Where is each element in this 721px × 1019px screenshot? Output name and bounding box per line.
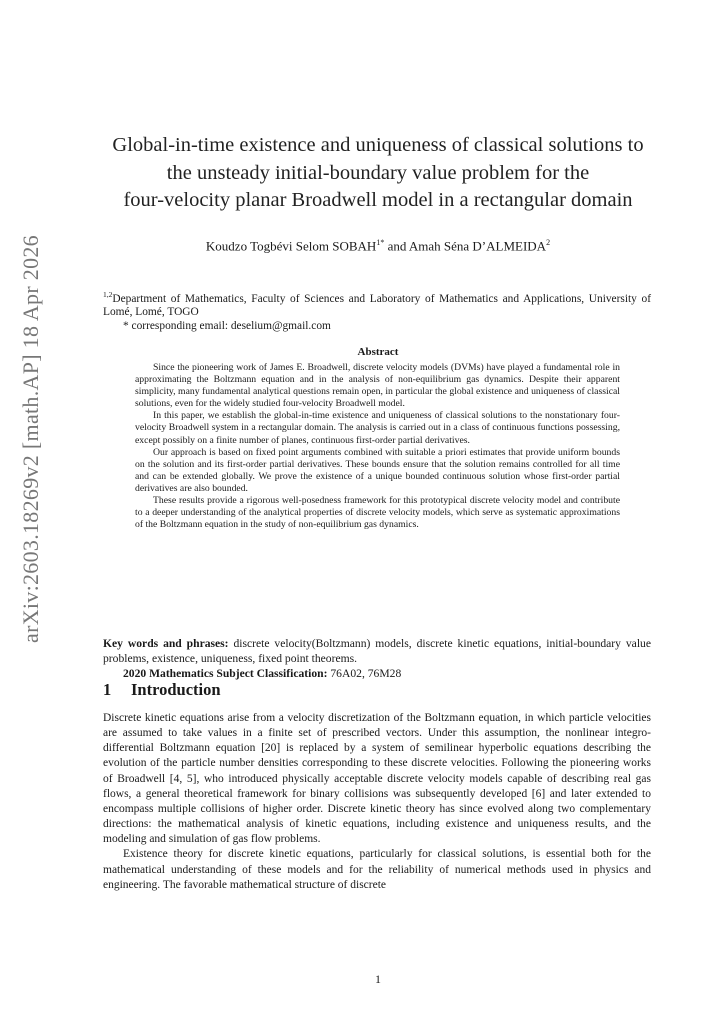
title-line: Global-in-time existence and uniqueness of classical solutions to xyxy=(112,134,644,156)
abstract-paragraph: These results provide a rigorous well-posedness framework for this prototypical discrete velocity model and contribute to a deeper understanding of the analytical properties of discrete velocity models, which serve as systematic approximations of the Boltzmann equation in the study of non-equilibrium gas dynamics. xyxy=(135,495,620,531)
author-name: Koudzo Togbévi Selom SOBAH xyxy=(205,238,377,254)
msc-line xyxy=(103,666,651,681)
corresponding-email: * corresponding email: deselium@gmail.com xyxy=(123,319,331,332)
author-joiner: and xyxy=(384,238,409,254)
abstract-paragraph: Since the pioneering work of James E. Broadwell, discrete velocity models (DVMs) have played a fundamental role in approximating the Boltzmann equation and in the analysis of non-equilibrium gas dynamics. Despite their apparent simplicity, many fundamental analytical questions remain open, in particular the global existence and uniqueness of classical solutions, even for the widely studied four-velocity Broadwell model. xyxy=(135,362,620,410)
section-number: 1 xyxy=(103,680,112,699)
author-name: Amah Séna D’ALMEIDA xyxy=(408,238,547,254)
intro-paragraph: Discrete kinetic equations arise from a velocity discretization of the Boltzmann equation, in which particle velocities are assumed to take values in a finite set of prescribed vectors. Under this assumption, the nonlinear integro-differential Boltzmann equation [20] is replaced by a system of semilinear hyperbolic equations describing the evolution of the particle number densities corresponding to these discrete velocities. Following the pioneering works of Broadwell [4, 5], who introduced physically acceptable discrete velocity models capable of describing real gas flows, a general theoretical framework for binary collisions was subsequently developed [6] and later extended to encompass multiple collisions of higher order. Discrete kinetic theory has since evolved along two complementary directions: the mathematical analysis of kinetic equations, including existence and uniqueness results, and the modeling and simulation of gas flow problems. xyxy=(103,712,651,846)
arxiv-identifier-stamp: arXiv:2603.18269v2 [math.AP] 18 Apr 2026 xyxy=(18,235,43,643)
keywords-label: Key words and phrases: xyxy=(103,637,229,650)
keywords-text: discrete velocity(Boltzmann) models, discrete kinetic equations, initial-boundary value problems, existence, uniqueness, fixed point theorems. xyxy=(103,637,651,665)
abstract-paragraph: In this paper, we establish the global-in-time existence and uniqueness of classical solutions to the nonstationary four-velocity Broadwell system in a rectangular domain. The analysis is carried out in a class of continuous functions possessing, except possibly on a finite number of planes, continuous first-order partial derivatives. xyxy=(135,410,620,446)
author-superscript: 2 xyxy=(546,238,551,247)
abstract-paragraph: Our approach is based on fixed point arguments combined with suitable a priori estimates that provide uniform bounds on the solution and its first-order partial derivatives. These bounds ensure that the solution remains controlled for all time and can be extended globally. We prove the existence of a unique bounded continuous solution whose first-order partial derivatives are also bounded. xyxy=(135,446,620,494)
author-list xyxy=(90,235,666,254)
keywords-block xyxy=(103,636,651,681)
paper-title xyxy=(90,132,666,215)
abstract-body xyxy=(135,362,620,531)
msc-label: 2020 Mathematics Subject Classification: xyxy=(123,667,328,680)
affiliation-text: Department of Mathematics, Faculty of Sciences and Laboratory of Mathematics and Applications, University of Lomé, Lomé, TOGO xyxy=(103,292,651,319)
section-title: Introduction xyxy=(131,680,221,699)
title-line: four-velocity planar Broadwell model in a rectangular domain xyxy=(123,189,633,211)
abstract-heading: Abstract xyxy=(357,346,399,358)
section-heading xyxy=(103,680,651,700)
title-line: the unsteady initial-boundary value problem for the xyxy=(166,161,590,184)
msc-codes: 76A02, 76M28 xyxy=(327,667,402,680)
page-number: 1 xyxy=(375,972,381,986)
affiliation-superscript: 1,2 xyxy=(103,290,113,299)
author-superscript: 1* xyxy=(376,238,385,247)
introduction-body xyxy=(103,711,651,893)
affiliation-block xyxy=(103,288,651,333)
intro-paragraph: Existence theory for discrete kinetic equations, particularly for classical solutions, is essential both for the mathematical understanding of these models and for the reliability of numerical methods used in physics and engineering. The favorable mathematical structure of discrete xyxy=(103,848,651,891)
